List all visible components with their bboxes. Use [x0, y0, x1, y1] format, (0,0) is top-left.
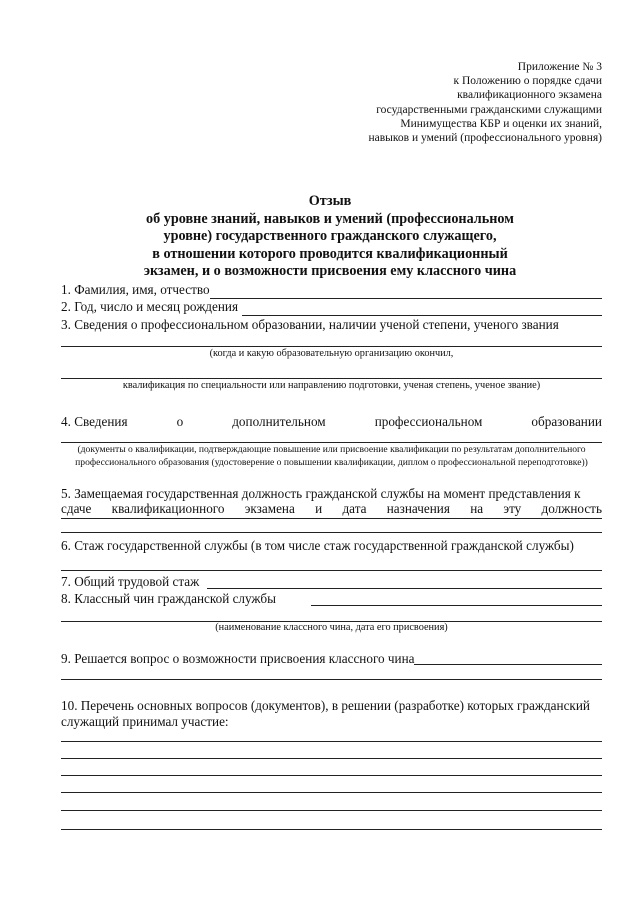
appendix-line: Минимущества КБР и оценки их знаний, [400, 117, 602, 130]
appendix-line: навыков и умений (профессионального уровня) [368, 132, 602, 145]
label-word: образовании [531, 414, 602, 429]
field-education-line-2[interactable] [61, 378, 602, 379]
field-additional-education-note-2: профессионального образования (удостоверение о повышении квалификации, диплом о профессиональной переподготовке)) [75, 457, 588, 468]
title-line: Отзыв [308, 193, 352, 209]
field-birth-date-line[interactable] [242, 315, 602, 316]
title-line: уровне) государственного гражданского служащего, [163, 228, 497, 245]
title-line: об уровне знаний, навыков и умений (профессиональном [146, 210, 514, 227]
field-main-issues-line[interactable] [61, 758, 602, 759]
field-total-experience-label: 7. Общий трудовой стаж [61, 574, 200, 589]
field-service-length-label: 6. Стаж государственной службы (в том числе стаж государственной гражданской службы) [61, 538, 574, 553]
label-word: и [315, 501, 323, 516]
field-full-name-label: 1. Фамилия, имя, отчество [61, 282, 210, 297]
field-education-label: 3. Сведения о профессиональном образовании, наличии ученой степени, ученого звания [61, 317, 559, 332]
label-word: квалификационного [111, 501, 225, 516]
document-title [60, 193, 600, 281]
field-full-name-line[interactable] [210, 298, 602, 299]
field-main-issues-line[interactable] [61, 741, 602, 742]
field-rank-question-label: 9. Решается вопрос о возможности присвоения классного чина [61, 651, 415, 666]
field-additional-education-note-1: (документы о квалификации, подтверждающие повышение или присвоение квалификации по результатам дополнительного [77, 444, 586, 455]
field-education-line-1[interactable] [61, 346, 602, 347]
label-word: дополнительном [232, 414, 326, 429]
field-rank-question-line-2[interactable] [61, 679, 602, 680]
appendix-line: к Положению о порядке сдачи [453, 75, 602, 88]
field-service-length-line[interactable] [61, 570, 602, 571]
label-word: должность [541, 501, 602, 516]
appendix-line: государственными гражданскими служащими [376, 103, 602, 116]
field-main-issues-label-2: служащий принимал участие: [61, 714, 229, 729]
field-class-rank-note: (наименование классного чина, дата его присвоения) [215, 622, 448, 633]
field-main-issues-line[interactable] [61, 810, 602, 811]
field-rank-question-line-1[interactable] [414, 664, 602, 665]
appendix-line: Приложение № 3 [517, 61, 602, 73]
field-main-issues-line[interactable] [61, 829, 602, 830]
field-main-issues-line[interactable] [61, 775, 602, 776]
field-main-issues-line[interactable] [61, 792, 602, 793]
label-word: на [470, 501, 484, 516]
title-line: экзамен, и о возможности присвоения ему классного чина [143, 263, 517, 280]
field-position-line-1[interactable] [61, 518, 602, 519]
label-word: о [176, 414, 184, 429]
field-main-issues-label-1: 10. Перечень основных вопросов (документов), в решении (разработке) которых гражданский [61, 698, 590, 713]
field-additional-education-line[interactable] [61, 442, 602, 443]
label-word: профессиональном [374, 414, 483, 429]
field-position-line-2[interactable] [61, 532, 602, 533]
label-word: сдаче [61, 501, 92, 516]
field-class-rank-label: 8. Классный чин гражданской службы [61, 591, 276, 606]
field-education-note-2: квалификация по специальности или направлению подготовки, ученая степень, ученое звание) [122, 380, 541, 391]
field-total-experience-line[interactable] [207, 588, 602, 589]
label-word: дата [342, 501, 367, 516]
title-line: в отношении которого проводится квалификационный [152, 245, 508, 262]
field-position-label-1: 5. Замещаемая государственная должность гражданской службы на момент представления к [61, 486, 581, 501]
field-class-rank-line-1[interactable] [311, 605, 602, 606]
field-education-note-1: (когда и какую образовательную организацию окончил, [209, 348, 454, 359]
appendix-header [368, 60, 602, 145]
field-additional-education-label [61, 414, 602, 430]
field-position-label-2 [61, 501, 602, 517]
label-word: 4. Сведения [61, 414, 128, 429]
appendix-line: квалификационного экзамена [457, 89, 602, 102]
label-word: эту [503, 501, 522, 516]
label-word: экзамена [244, 501, 295, 516]
field-birth-date-label: 2. Год, число и месяц рождения [61, 299, 239, 314]
label-word: назначения [386, 501, 450, 516]
